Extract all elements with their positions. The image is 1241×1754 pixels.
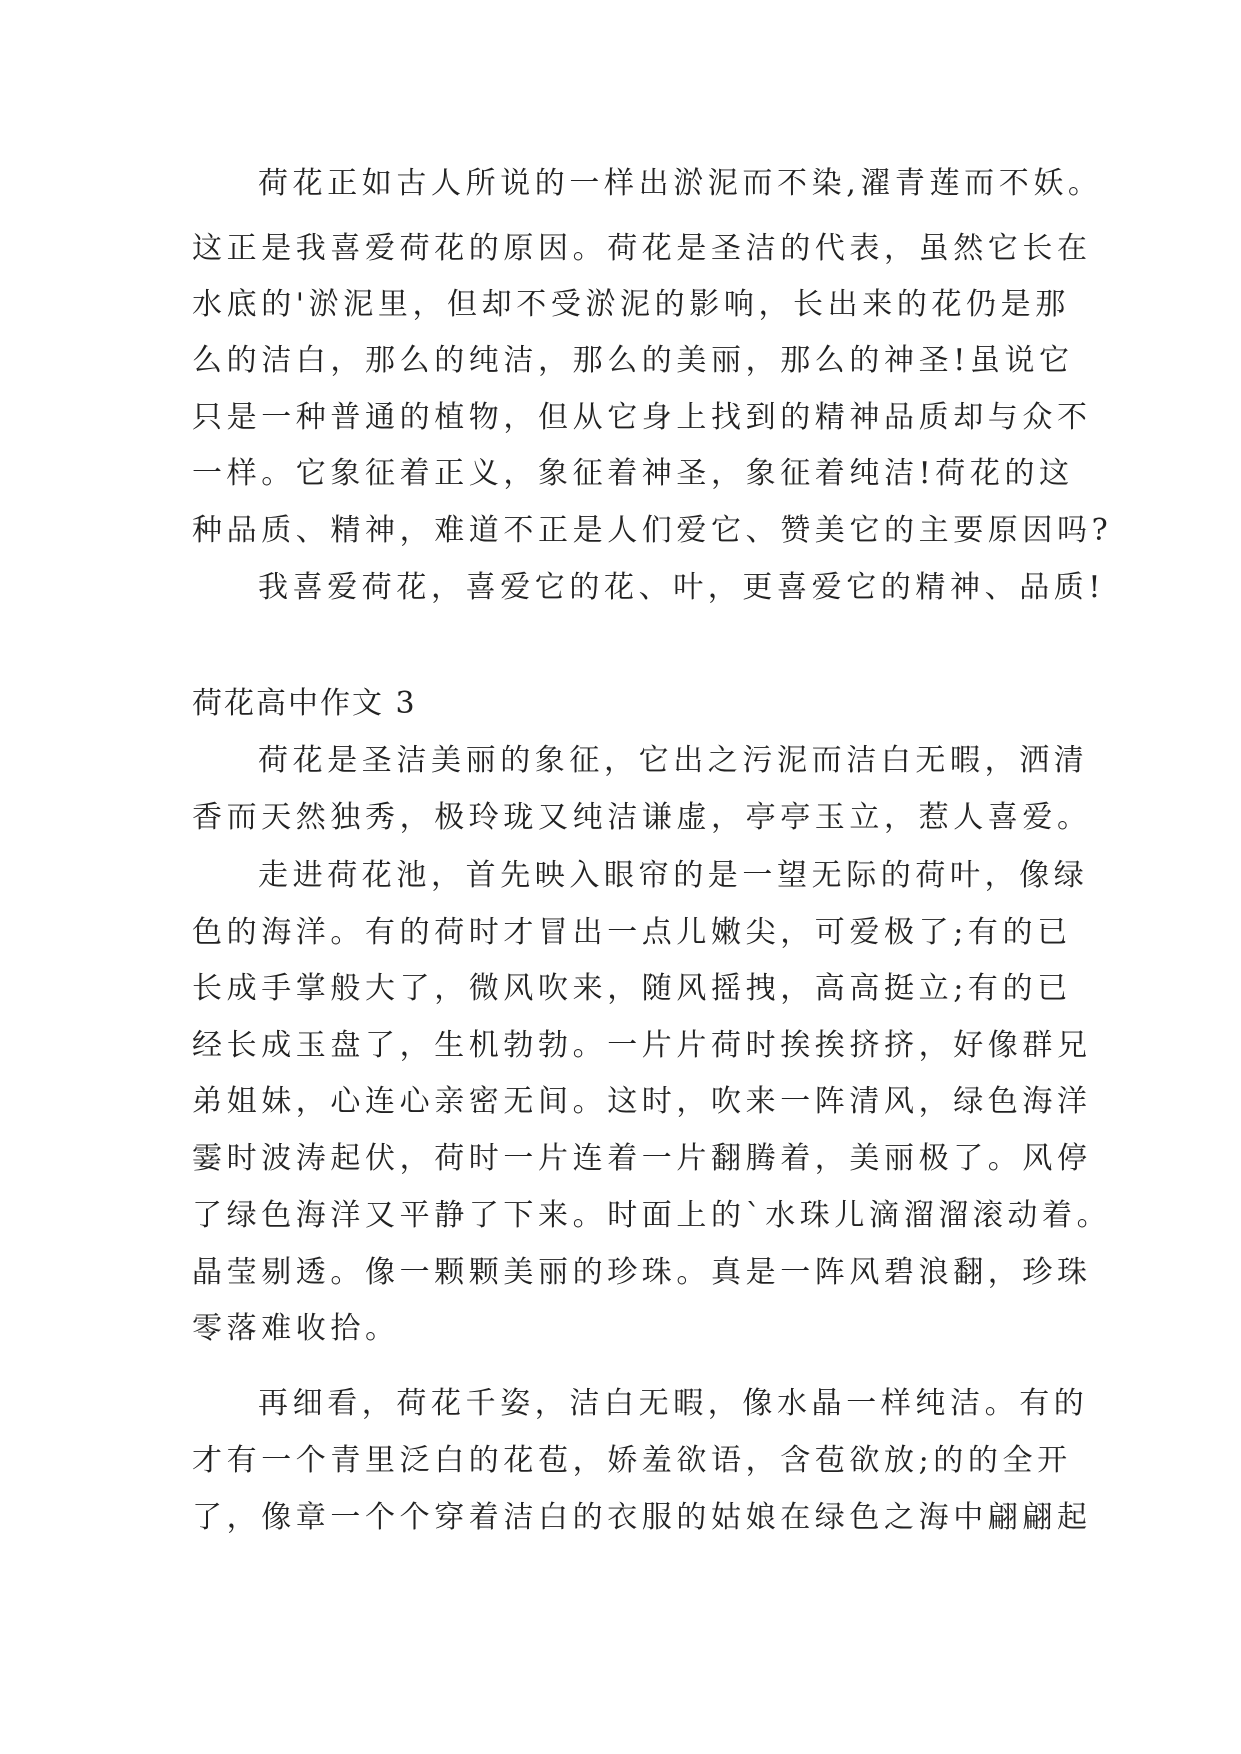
section-heading: 荷花高中作文 3 [192,686,417,721]
paragraph-line: 走进荷花池，首先映入眼帘的是一望无际的荷叶，像绿 [258,858,1089,893]
paragraph-line: 了绿色海洋又平静了下来。时面上的`水珠儿滴溜溜滚动着。 [192,1198,1112,1233]
paragraph-line: 才有一个青里泛白的花苞，娇羞欲语，含苞欲放;的的全开 [192,1443,1072,1478]
paragraph-line: 零落难收拾。 [192,1311,400,1346]
paragraph-line: 么的洁白，那么的纯洁，那么的美丽，那么的神圣!虽说它 [192,343,1074,378]
paragraph-line: 色的海洋。有的荷时才冒出一点儿嫩尖，可爱极了;有的已 [192,915,1072,950]
paragraph-line: 经长成玉盘了，生机勃勃。一片片荷时挨挨挤挤，好像群兄 [192,1028,1092,1063]
paragraph-line: 水底的'淤泥里，但却不受淤泥的影响，长出来的花仍是那 [192,287,1070,322]
paragraph-line: 我喜爱荷花，喜爱它的花、叶，更喜爱它的精神、品质! [258,570,1106,605]
paragraph-line: 弟姐妹，心连心亲密无间。这时，吹来一阵清风，绿色海洋 [192,1084,1092,1119]
paragraph-line: 晶莹剔透。像一颗颗美丽的珍珠。真是一阵风碧浪翻，珍珠 [192,1255,1092,1290]
paragraph-line: 霎时波涛起伏，荷时一片连着一片翻腾着，美丽极了。风停 [192,1141,1092,1176]
paragraph-line: 一样。它象征着正义，象征着神圣，象征着纯洁!荷花的这 [192,456,1074,491]
paragraph-line: 只是一种普通的植物，但从它身上找到的精神品质却与众不 [192,400,1092,435]
paragraph-line: 再细看，荷花千姿，洁白无暇，像水晶一样纯洁。有的 [258,1386,1089,1421]
paragraph-line: 了，像章一个个穿着洁白的衣服的姑娘在绿色之海中翩翩起 [192,1500,1092,1535]
paragraph-line: 荷花正如古人所说的一样出淤泥而不染,濯青莲而不妖。 [258,166,1103,201]
paragraph-line: 种品质、精神，难道不正是人们爱它、赞美它的主要原因吗? [192,513,1113,548]
paragraph-line: 香而天然独秀，极玲珑又纯洁谦虚，亭亭玉立，惹人喜爱。 [192,800,1092,835]
paragraph-line: 荷花是圣洁美丽的象征，它出之污泥而洁白无暇，洒清 [258,743,1089,778]
paragraph-line: 这正是我喜爱荷花的原因。荷花是圣洁的代表，虽然它长在 [192,231,1092,266]
paragraph-line: 长成手掌般大了，微风吹来，随风摇拽，高高挺立;有的已 [192,971,1072,1006]
